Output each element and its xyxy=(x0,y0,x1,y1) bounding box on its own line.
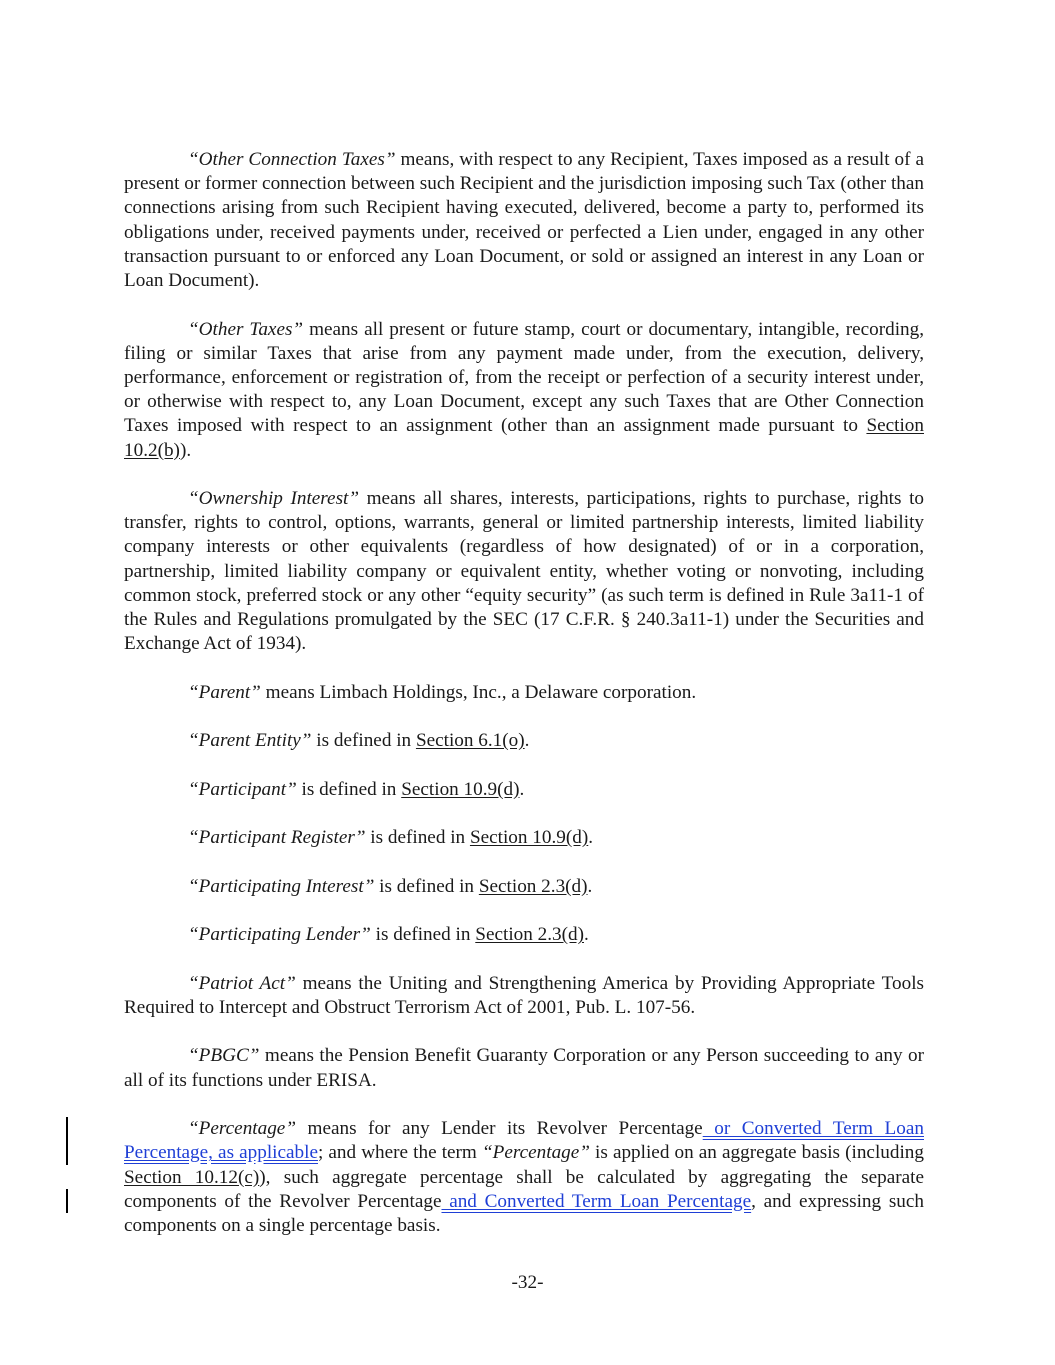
section-reference: Section 10.2(b) xyxy=(124,415,924,461)
defined-term: “Percentage” xyxy=(188,1118,296,1140)
definition-text: means the Uniting and Strengthening America by Providing Appropriate Tools Required to Intercept and Obstruct Terrorism Act of 2001, Pub. L. 107-56. xyxy=(124,972,924,1018)
section-reference: Section 2.3(d) xyxy=(478,875,588,897)
defined-term: “Percentage” xyxy=(481,1142,590,1164)
definition-tail: . xyxy=(519,778,525,800)
definition-text: is defined in xyxy=(311,730,416,752)
definition-other-taxes xyxy=(124,318,924,463)
definition-other-connection-taxes xyxy=(124,148,924,293)
defined-term: “Participating Interest” xyxy=(188,875,375,897)
definition-text: means, with respect to any Recipient, Taxes imposed as a result of a present or former connection between such Recipient and the jurisdiction imposing such Tax (other than connections arising from such Recipient having executed, delivered, become a party to, performed its obligations under, received payments under, received or perfected a Lien under, engaged in any other transaction pursuant to or enforced any Loan Document, or sold or assigned an interest in any Loan or Loan Document). xyxy=(124,149,924,292)
definition-text: is applied on an aggregate basis (including xyxy=(589,1142,924,1164)
definition-parent xyxy=(124,681,924,705)
definition-text: means all shares, interests, participations, rights to purchase, rights to transfer, rights to control, options, warrants, general or limited partnership interests, limited liability company interests or other equivalents (regardless of how designated) of or in a corporation, partnership, limited liability company or equivalent entity, whether voting or nonvoting, including common stock, preferred stock or any other “equity security” (as such term is defined in Rule 3a11-1 of the Rules and Regulations promulgated by the SEC (17 C.F.R. § 240.3a11-1) under the Securities and Exchange Act of 1934). xyxy=(124,488,924,655)
definition-percentage xyxy=(124,1117,924,1238)
definition-tail: . xyxy=(587,875,593,897)
definition-text: is defined in xyxy=(370,924,476,946)
defined-term: “Parent Entity” xyxy=(188,730,312,752)
definition-text: means for any Lender its Revolver Percentage xyxy=(296,1118,703,1140)
definition-text: is defined in xyxy=(374,875,479,897)
defined-term: “Ownership Interest” xyxy=(188,488,360,510)
definition-text: ), such aggregate percentage shall be calculated by aggregating the separate components of the Revolver Percentage xyxy=(124,1166,924,1212)
definition-tail: ). xyxy=(179,439,192,461)
revision-change-bar xyxy=(66,1117,68,1165)
page-number: -32- xyxy=(511,1272,544,1293)
definition-text: means Limbach Holdings, Inc., a Delaware corporation. xyxy=(260,681,697,703)
defined-term: “Participant” xyxy=(188,778,297,800)
definition-tail: . xyxy=(524,730,530,752)
definition-participant xyxy=(124,778,924,802)
definition-participating-interest xyxy=(124,875,924,899)
definition-tail: . xyxy=(584,924,589,946)
section-reference: Section 10.9(d) xyxy=(469,827,589,849)
definition-ownership-interest xyxy=(124,487,924,656)
section-reference: Section 10.9(d) xyxy=(401,778,520,800)
definition-participating-lender xyxy=(124,923,924,947)
section-reference: Section 6.1(o) xyxy=(415,730,525,752)
defined-term: “Participant Register” xyxy=(188,827,366,849)
definition-patriot-act xyxy=(124,972,924,1020)
definition-text: is defined in xyxy=(296,778,402,800)
definition-tail: . xyxy=(588,827,594,849)
definition-text: is defined in xyxy=(365,827,470,849)
inserted-text: and Converted Term Loan Percentage xyxy=(441,1190,752,1212)
section-reference: Section 10.12(c) xyxy=(124,1166,260,1188)
definition-text: means all present or future stamp, court or documentary, intangible, recording, filing or similar Taxes that arise from any payment made under, from the execution, delivery, performance, enforcement or registration of, from the receipt or perfection of a security interest under, or otherwise with respect to, any Loan Document, except any such Taxes that are Other Connection Taxes imposed with respect to an assignment (other than an assignment made pursuant to xyxy=(124,318,925,437)
defined-term: “Participating Lender” xyxy=(188,924,371,946)
definition-text: means the Pension Benefit Guaranty Corporation or any Person succeeding to any or all of its functions under ERISA. xyxy=(124,1045,924,1091)
defined-term: “Other Taxes” xyxy=(188,318,304,340)
definition-pbgc xyxy=(124,1044,924,1092)
defined-term: “Parent” xyxy=(188,681,261,703)
section-reference: Section 2.3(d) xyxy=(475,924,584,946)
inserted-text: or Converted Term Loan Percentage, as applicable xyxy=(124,1118,924,1164)
document-body xyxy=(124,148,924,1262)
defined-term: “Patriot Act” xyxy=(188,972,296,994)
revision-change-bar xyxy=(66,1189,68,1213)
definition-participant-register xyxy=(124,826,924,850)
defined-term: “PBGC” xyxy=(188,1045,260,1067)
definition-text: ; and where the term xyxy=(317,1142,482,1164)
definition-text: , and expressing such components on a single percentage basis. xyxy=(124,1190,924,1236)
definition-parent-entity xyxy=(124,729,924,753)
defined-term: “Other Connection Taxes” xyxy=(188,149,396,170)
